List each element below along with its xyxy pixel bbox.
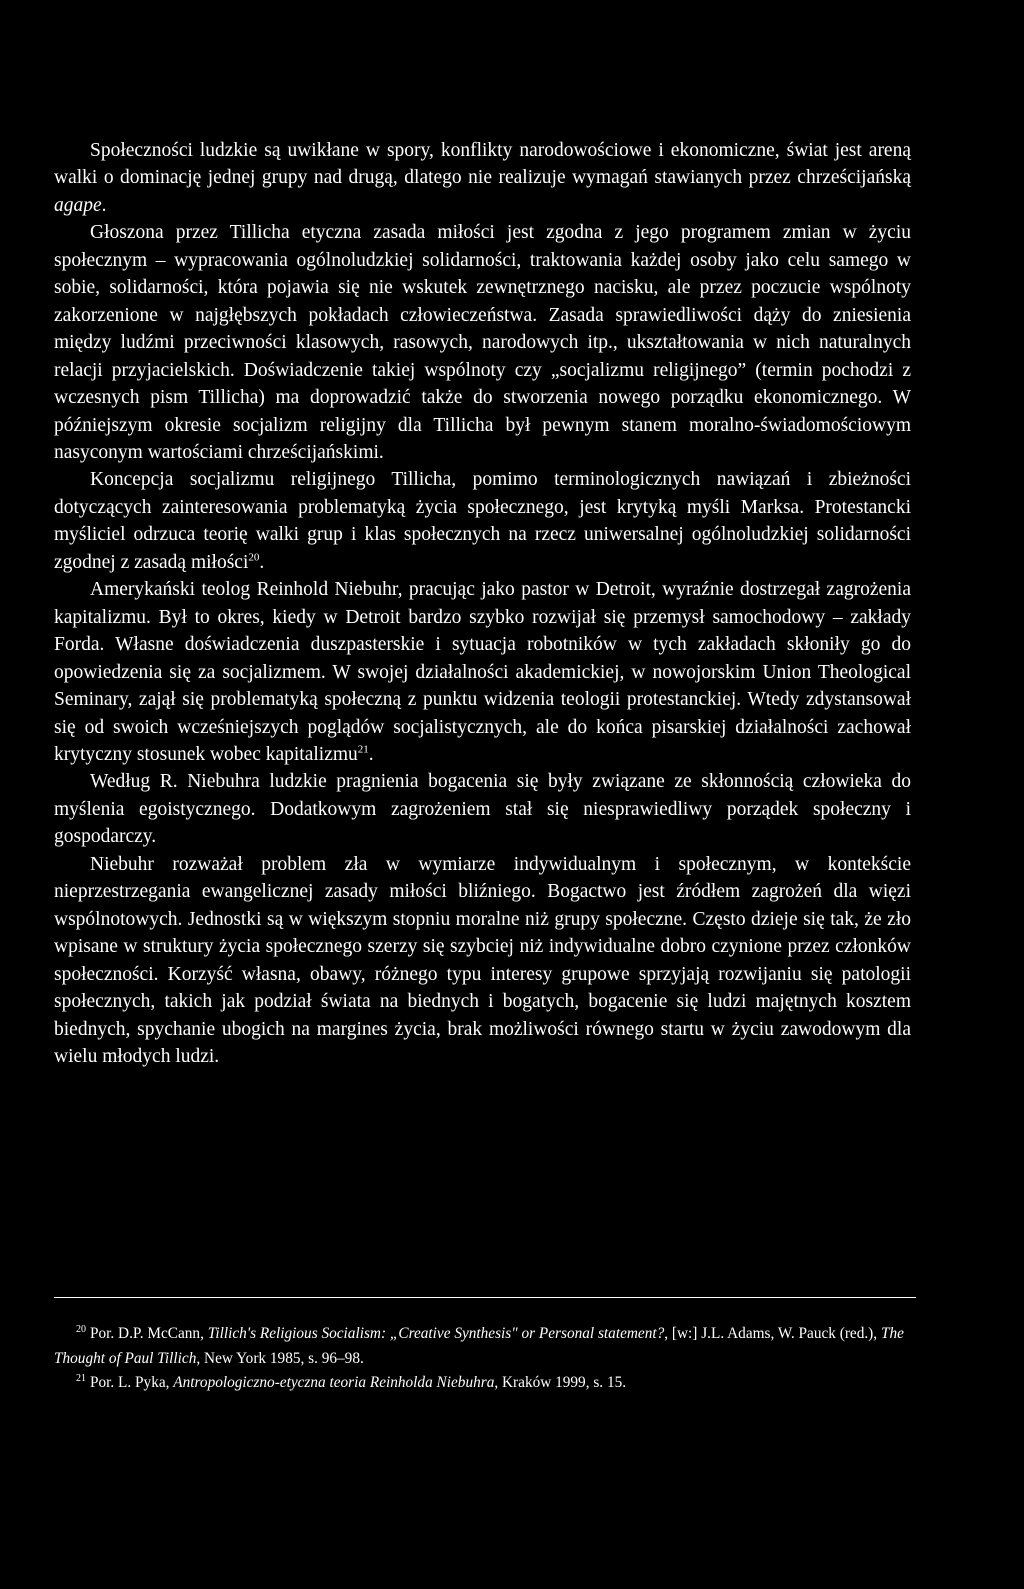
footnote-21: [54, 1371, 916, 1396]
footnote-ref-20[interactable]: 20: [248, 551, 260, 564]
paragraph-4-end: .: [368, 743, 374, 765]
paragraph-3-text: Koncepcja socjalizmu religijnego Tillicha, pomimo terminologicznych nawiązań i zbieżności dotyczących zainteresowania problematyką życia społecznego, jest krytyką myśli Marksa. Protestancki myśliciel odrzuca teorię walki grup i klas społecznych na rzecz uniwersalnej ogólnoludzkiej solidarności zgodnej z zasadą miłości: [54, 469, 911, 573]
footnote-text: Por. D.P. McCann,: [90, 1325, 208, 1342]
footnote-number: 21: [76, 1372, 86, 1384]
footnote-text: , New York 1985, s. 96–98.: [196, 1349, 364, 1367]
footnote-divider: [54, 1297, 916, 1298]
paragraph-1: [54, 137, 911, 219]
footnote-text: Por. L. Pyka,: [90, 1374, 174, 1391]
paragraph-2: [54, 219, 911, 466]
footnote-title: The Thought of Paul Tillich: [54, 1325, 904, 1367]
footnote-20: [54, 1322, 916, 1371]
footnotes: [54, 1322, 916, 1396]
paragraph-1-end: .: [101, 194, 107, 216]
footnote-number: 20: [76, 1323, 86, 1335]
paragraph-1-italic: agape: [54, 194, 102, 216]
paragraph-1-text: Społeczności ludzkie są uwikłane w spory, konflikty narodowościowe i ekonomiczne, świat jest areną walki o dominację jednej grupy nad drugą, dlatego nie realizuje wymagań stawianych przez chrześcijańską: [54, 140, 911, 189]
paragraph-5-text: Według R. Niebuhra ludzkie pragnienia bogacenia się były związane ze skłonnością człowieka do myślenia egoistycznego. Dodatkowym zagrożeniem stał się niesprawiedliwy porządek społeczny i gospodarczy.: [54, 771, 911, 848]
paragraph-6: [54, 851, 911, 1071]
paragraph-4-text: Amerykański teolog Reinhold Niebuhr, pracując jako pastor w Detroit, wyraźnie dostrzegał zagrożenia kapitalizmu. Był to okres, kiedy w Detroit bardzo szybko rozwijał się przemysł samochodowy – zakłady Forda. Własne doświadczenia duszpasterskie i sytuacja robotników w tych zakładach skłoniły go do opowiedzenia się za socjalizmem. W swojej działalności akademickiej, w nowojorskim Union Theological Seminary, zajął się problematyką społeczną z punktu widzenia teologii protestanckiej. Wtedy zdystansował się od swoich wcześniejszych poglądów socjalistycznych, ale do końca pisarskiej działalności zachował krytyczny stosunek wobec kapitalizmu: [54, 579, 911, 765]
footnote-text: , Kraków 1999, s. 15.: [494, 1374, 627, 1391]
footnote-text: , [w:] J.L. Adams, W. Pauck (red.),: [664, 1325, 881, 1342]
main-text: [54, 137, 911, 1070]
paragraph-3-end: .: [259, 551, 265, 573]
footnote-title: Tillich's Religious Socialism: „Creative Synthesis" or Personal statement?: [207, 1325, 665, 1342]
paragraph-6-text: Niebuhr rozważał problem zła w wymiarze indywidualnym i społecznym, w kontekście nieprzestrzegania ewangelicznej zasady miłości bliźniego. Bogactwo jest źródłem zagrożeń dla więzi wspólnotowych. Jednostki są w większym stopniu moralne niż grupy społeczne. Często dzieje się tak, że zło wpisane w struktury życia społecznego szerzy się szybciej niż indywidualne dobro czynione przez członków społeczności. Korzyść własna, obawy, różnego typu interesy grupowe sprzyjają rozwijaniu się patologii społecznych, takich jak podział świata na biednych i bogatych, bogacenie się ludzi majętnych kosztem biednych, spychanie ubogich na margines życia, brak możliwości równego startu w życiu zawodowym dla wielu młodych ludzi.: [54, 853, 911, 1067]
paragraph-5: [54, 768, 911, 850]
footnote-ref-21[interactable]: 21: [357, 743, 369, 756]
paragraph-4: [54, 576, 911, 768]
paragraph-3: [54, 466, 911, 576]
paragraph-2-text: Głoszona przez Tillicha etyczna zasada miłości jest zgodna z jego programem zmian w życiu społecznym – wypracowania ogólnoludzkiej solidarności, traktowania każdej osoby jako celu samego w sobie, solidarności, która pojawia się nie wskutek zewnętrznego nacisku, ale przez poczucie wspólnoty zakorzenione w najgłębszych pokładach człowieczeństwa. Zasada sprawiedliwości dąży do zniesienia między ludźmi przeciwności klasowych, rasowych, narodowych itp., ukształtowania w nich naturalnych relacji przyjacielskich. Doświadczenie takiej wspólnoty czy „socjalizmu religijnego” (termin pochodzi z wczesnych pism Tillicha) ma doprowadzić także do stworzenia nowego porządku ekonomicznego. W późniejszym okresie socjalizm religijny dla Tillicha był pewnym stanem moralno-świadomościowym nasyconym wartościami chrześcijańskimi.: [54, 222, 911, 463]
footnote-title: Antropologiczno-etyczna teoria Reinholda Niebuhra: [173, 1374, 495, 1391]
